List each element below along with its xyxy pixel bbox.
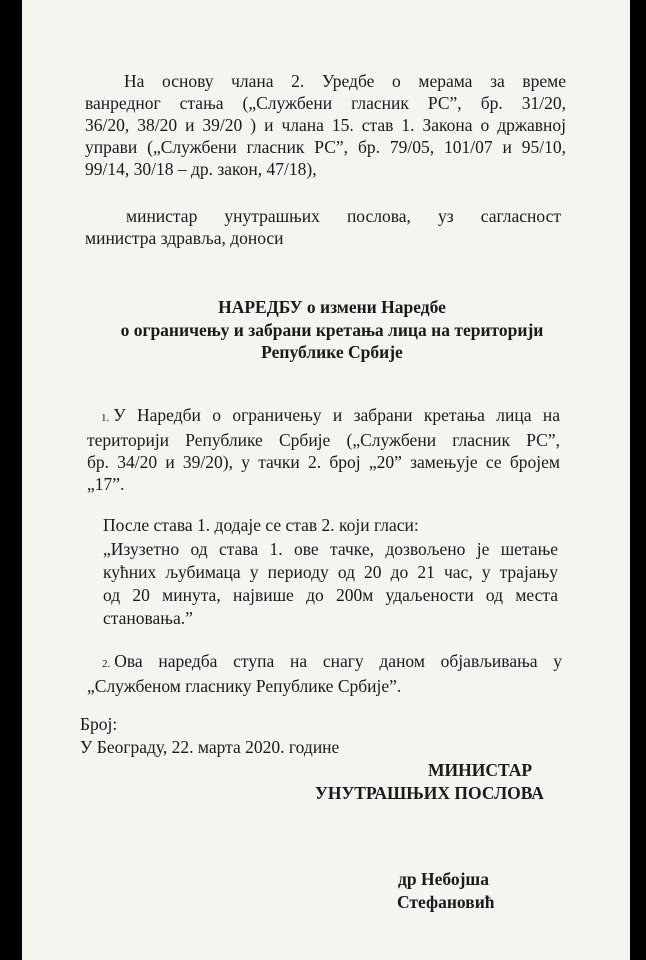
title-line: НАРЕДБУ о измени Наредбе <box>218 297 446 317</box>
addition-intro: После става 1. додаје се став 2. који гласи: <box>103 515 419 535</box>
title-line: Републике Србије <box>261 342 403 362</box>
issuer-line: министар унутрашњих послова, уз сагласност <box>126 206 561 226</box>
item-1-line: бр. 34/20 и 39/20), у тачки 2. број „20” замењује се бројем <box>87 452 560 472</box>
preamble-line: На основу члана 2. Уредбе о мерама за време <box>124 71 566 91</box>
title-line: о ограничењу и забрани кретања лица на територији <box>120 319 544 340</box>
signature-title-2: УНУТРАШЊИХ ПОСЛОВА <box>315 783 544 803</box>
quote-line: становања.” <box>103 608 193 628</box>
preamble-paragraph <box>85 70 566 180</box>
document-page <box>22 0 630 960</box>
quote-line: од 20 минута, највише до 200м удаљености од места <box>103 585 558 605</box>
quote-line: „Изузетно од става 1. ове тачке, дозвољено је шетање <box>103 539 558 559</box>
issuer-paragraph <box>85 205 561 249</box>
item-1-line: територији Републике Србије („Службени гласник РС”, <box>87 430 560 450</box>
issuer-line: министра здравља, доноси <box>85 228 284 248</box>
item-2-line: 2. Ова наредба ступа на снагу даном објављивања у <box>102 651 562 671</box>
item-2-line: „Службеном гласнику Републике Србије”. <box>87 676 402 696</box>
item-1-paragraph <box>87 404 560 495</box>
item-1-line: „17”. <box>87 474 125 494</box>
preamble-line: ванредног стања („Службени гласник РС”, бр. 31/20, <box>85 93 566 113</box>
signature-name-2: Стефановић <box>397 892 495 912</box>
item-1-number: 1. <box>101 412 110 424</box>
preamble-line: управи („Службени гласник РС”, бр. 79/05, 101/07 и 95/10, <box>85 137 566 157</box>
item-2-paragraph <box>87 650 562 697</box>
preamble-line: 36/20, 38/20 и 39/20 ) и члана 15. став 1. Закона о државној <box>85 115 566 135</box>
quote-line: кућних љубимаца у периоду од 20 до 21 час, у трајању <box>103 562 558 582</box>
place-date: У Београду, 22. марта 2020. године <box>80 737 340 757</box>
preamble-line: 99/14, 30/18 – др. закон, 47/18), <box>85 159 317 179</box>
signature-name-1: др Небојша <box>398 869 489 889</box>
addition-quote <box>103 538 558 630</box>
document-title <box>62 296 602 364</box>
item-1-line: 1. У Наредби о ограничењу и забрани кретања лица на <box>101 405 560 425</box>
item-2-number: 2. <box>102 658 111 670</box>
number-label: Број: <box>80 714 118 734</box>
signature-title-1: МИНИСТАР <box>428 760 533 780</box>
